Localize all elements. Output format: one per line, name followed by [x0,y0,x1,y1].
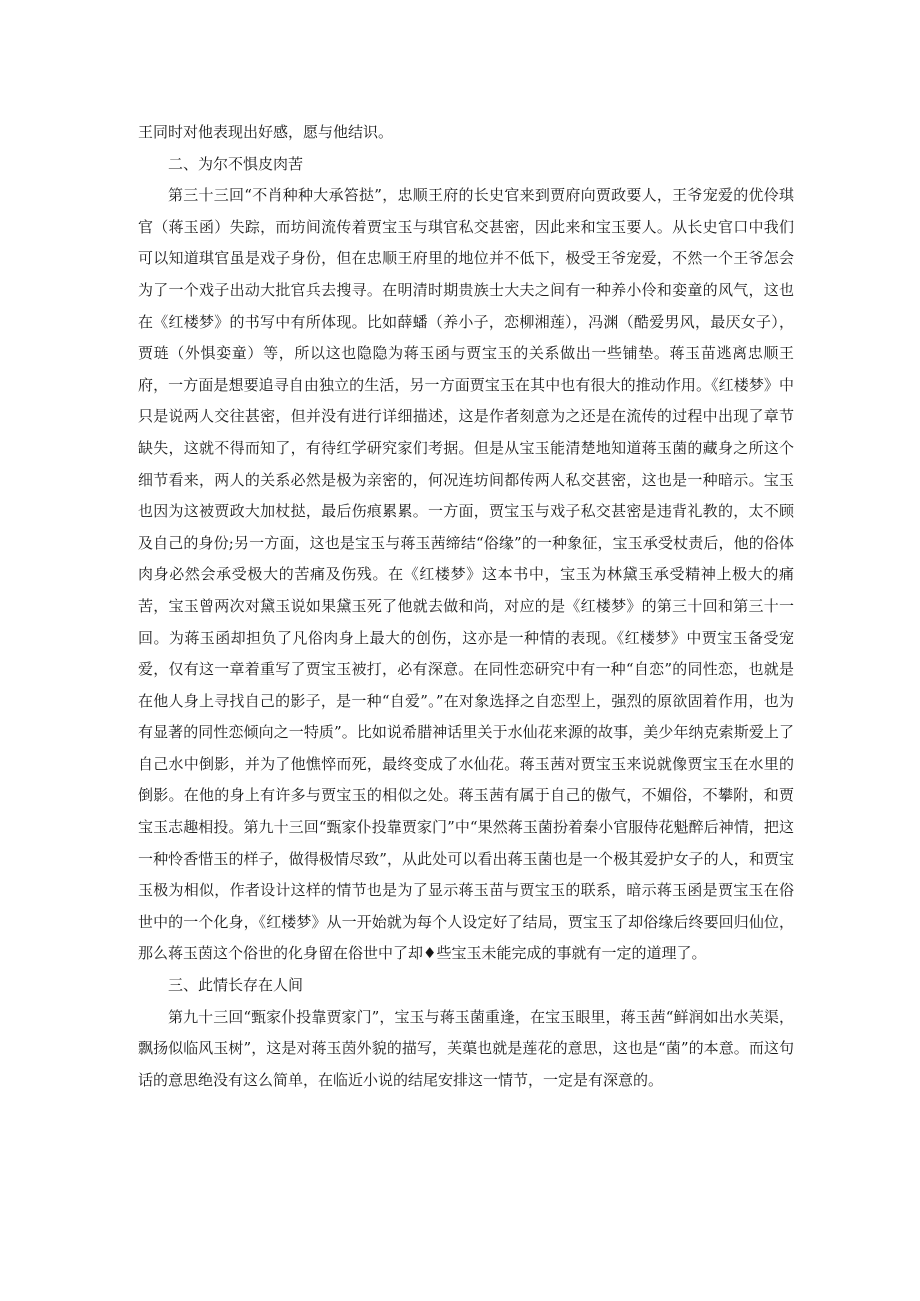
paragraph-section-3: 第九十三回“甄家仆投靠贾家门”，宝玉与蒋玉菌重逢，在宝玉眼里，蒋玉茜“鲜润如出水芙渠，飘扬似临风玉树”，这是对蒋玉茵外貌的描写，芙蕖也就是莲花的意思，这也是“菌”的本意。而这句话的意思绝没有这么简单，在临近小说的结尾安排这一情节，一定是有深意的。 [138,1007,794,1089]
paragraph-section-2: 第三十三回“不肖种种大承笞挞”，忠顺王府的长史官来到贾府向贾政要人，王爷宠爱的优伶琪官（蒋玉函）失踪，而坊间流传着贾宝玉与琪官私交甚密，因此来和宝玉要人。从长史官口中我们可以知道琪官虽是戏子身份，但在忠顺王府里的地位并不低下，极受王爷宠爱，不然一个王爷怎会为了一个戏子出动大批官兵去搜寻。在明清时期贵族士大夫之间有一种养小伶和娈童的风气，这也在《红楼梦》的书写中有所体现。比如薛蟠（养小子，恋柳湘莲），冯渊（酷爱男风，最厌女子），贾琏（外惧娈童）等，所以这也隐隐为蒋玉函与贾宝玉的关系做出一些铺垫。蒋玉苗逃离忠顺王府，一方面是想要追寻自由独立的生活，另一方面贾宝玉在其中也有很大的推动作用。《红楼梦》中只是说两人交往甚密，但并没有进行详细描述，这是作者刻意为之还是在流传的过程中出现了章节缺失，这就不得而知了，有待红学研究家们考据。但是从宝玉能清楚地知道蒋玉菌的藏身之所这个细节看来，两人的关系必然是极为亲密的，何况连坊间都传两人私交甚密，这也是一种暗示。宝玉也因为这被贾政大加杖挞，最后伤痕累累。一方面，贾宝玉与戏子私交甚密是违背礼教的，太不顾及自己的身份;另一方面，这也是宝玉与蒋玉茜缔结“俗缘”的一种象征，宝玉承受杖责后，他的俗体肉身必然会承受极大的苦痛及伤残。在《红楼梦》这本书中，宝玉为林黛玉承受精神上极大的痛苦，宝玉曾两次对黛玉说如果黛玉死了他就去做和尚，对应的是《红楼梦》的第三十回和第三十一回。为蒋玉函却担负了凡俗肉身上最大的创伤，这亦是一种情的表现。《红楼梦》中贾宝玉备受宠爱，仅有这一章着重写了贾宝玉被打，必有深意。在同性恋研究中有一种“自恋”的同性恋，也就是在他人身上寻找自己的影子，是一种“自爱”。”在对象选择之自恋型上，强烈的原欲固着作用，也为有显著的同性恋倾向之一特质”。比如说希腊神话里关于水仙花来源的故事，美少年纳克索斯爱上了自己水中倒影，并为了他憔悴而死，最终变成了水仙花。蒋玉茜对贾宝玉来说就像贾宝玉在水里的倒影。在他的身上有许多与贾宝玉的相似之处。蒋玉茜有属于自己的傲气，不媚俗，不攀附，和贾宝玉志趣相投。第九十三回“甄家仆投靠贾家门”中“果然蒋玉菌扮着秦小官服侍花魁醉后神情，把这一种怜香惜玉的样子，做得极情尽致”，从此处可以看出蒋玉菌也是一个极其爱护女子的人，和贾宝玉极为相似，作者设计这样的情节也是为了显示蒋玉苗与贾宝玉的联系，暗示蒋玉函是贾宝玉在俗世中的一个化身，《红楼梦》从一开始就为每个人设定好了结局，贾宝玉了却俗缘后终要回归仙位，那么蒋玉茵这个俗世的化身留在俗世中了却♦些宝玉未能完成的事就有一定的道理了。 [138,186,794,963]
document-body [138,117,794,1096]
section-heading-3: 三、此情长存在人间 [168,976,304,995]
section-heading-2: 二、为尔不惧皮肉苦 [168,154,304,173]
paragraph-continuation: 王同时对他表现出好感，愿与他结识。 [138,123,394,141]
